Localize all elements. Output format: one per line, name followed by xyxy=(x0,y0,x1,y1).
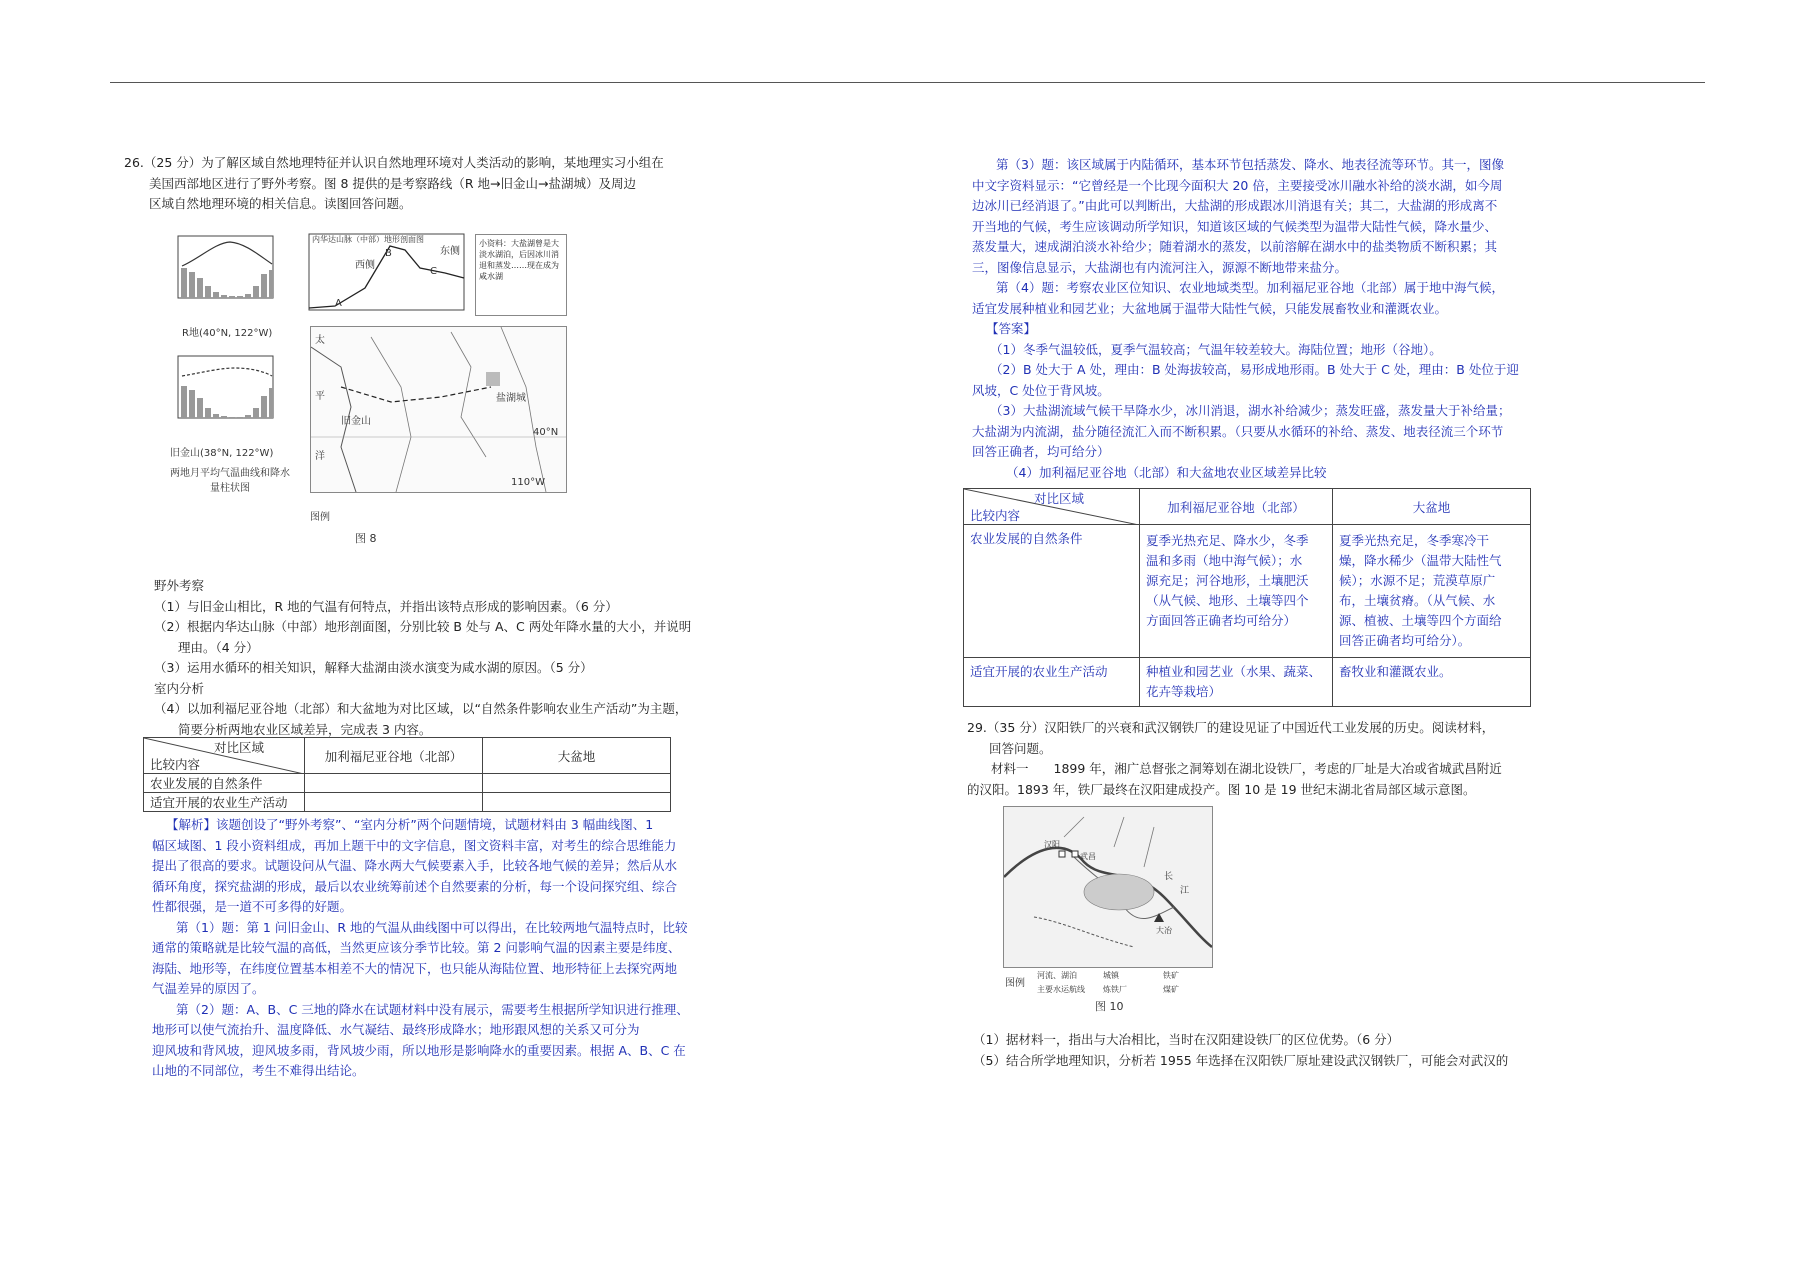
analysis-line: 山地的不同部位，考生不难得出结论。 xyxy=(152,1063,365,1078)
figure-8 xyxy=(160,228,570,558)
q29-line: 29.（35 分）汉阳铁厂的兴衰和武汉钢铁厂的建设见证了中国近代工业发展的历史。阅读材料， xyxy=(967,720,1495,735)
map-label-sf: 旧金山 xyxy=(341,416,371,427)
analysis-line: 迎风坡和背风坡，迎风坡多雨，背风坡少雨，所以地形是影响降水的重要因素。根据 A、B、C 在 xyxy=(152,1042,686,1058)
analysis-line: 通常的策略就是比较气温的高低，当然更应该分季节比较。第 2 问影响气温的因素主要是纬度、 xyxy=(152,940,681,955)
fig10-legend-4: 主要水运航线 xyxy=(1037,985,1085,994)
answer-table-row1: 农业发展的自然条件 xyxy=(964,525,1140,658)
analysis-line: 地形可以使气流抬升、温度降低、水气凝结、最终形成降水；地形跟风想的关系又可分为 xyxy=(152,1022,640,1037)
q29-line: 的汉阳。1893 年，铁厂最终在汉阳建成投产。图 10 是 19 世纪末湖北省局部区域示意图。 xyxy=(967,781,1476,797)
analysis-line: 三，图像信息显示，大盐湖也有内流河注入，源源不断地带来盐分。 xyxy=(972,259,1348,275)
climate-bottom-caption: 旧金山(38°N, 122°W) xyxy=(170,448,274,459)
analysis-line: 第（2）题：A、B、C 三地的降水在试题材料中没有展示，需要考生根据所学知识进行推理、 xyxy=(176,1001,689,1017)
q29-5: （5）结合所学地理知识，分析若 1955 年选择在汉阳铁厂原址建设武汉钢铁厂，可能会对武汉的 xyxy=(973,1052,1509,1068)
field-title: 野外考察 xyxy=(154,578,205,593)
map-daye: 大冶 xyxy=(1156,926,1172,935)
answer-table-header-top: 对比区域 xyxy=(1034,491,1085,506)
top-rule xyxy=(110,82,1705,83)
question-29-parts xyxy=(973,1030,1508,1071)
table-row2: 适宜开展的农业生产活动 xyxy=(144,793,305,812)
question-3: （3）运用水循环的相关知识，解释大盐湖由淡水演变为咸水湖的原因。（5 分） xyxy=(154,660,593,675)
table-header-top: 对比区域 xyxy=(213,740,264,755)
analysis-line: 性都很强，是一道不可多得的好题。 xyxy=(152,899,353,914)
cell-line: 燥，降水稀少（温带大陆性气 xyxy=(1339,553,1502,568)
cell-line: 源、植被、土壤等四个方面给 xyxy=(1339,613,1502,628)
question-2b: 理由。（4 分） xyxy=(178,639,259,655)
fig10-legend-3: 铁矿 xyxy=(1163,971,1179,980)
info-box xyxy=(475,234,567,316)
profile-east: 东侧 xyxy=(440,246,460,257)
intro-line: 美国西部地区进行了野外考察。图 8 提供的是考察路线（R 地→旧金山→盐湖城）及周边 xyxy=(149,175,637,191)
answer-line: 大盐湖为内流湖，盐分随径流汇入而不断积累。（只要从水循环的补给、蒸发、地表径流三个环节 xyxy=(972,423,1504,439)
fig10-legend-5: 炼铁厂 xyxy=(1103,985,1127,994)
map-label-pacific3: 洋 xyxy=(315,451,325,462)
question-4a: （4）以加利福尼亚谷地（北部）和大盆地为对比区域，以“自然条件影响农业生产活动”为主题， xyxy=(154,701,688,716)
climate-chart-r xyxy=(160,228,290,323)
analysis-line: 第（4）题：考察农业区位知识、农业地域类型。加利福尼亚谷地（北部）属于地中海气候， xyxy=(996,280,1504,295)
intro-line: 26.（25 分）为了解区域自然地理特征并认识自然地理环境对人类活动的影响，某地理实习小组在 xyxy=(124,155,664,170)
answer-line: 风坡，C 处位于背风坡。 xyxy=(972,382,1110,398)
table-row1: 农业发展的自然条件 xyxy=(144,774,305,793)
fig10-legend: 图例 xyxy=(1005,978,1025,989)
fig10-caption: 图 10 xyxy=(1095,1000,1124,1013)
map-label-pacific2: 平 xyxy=(315,391,325,402)
cell-line: 夏季光热充足、降水少，冬季 xyxy=(1146,533,1309,548)
figure-8-legend: 图例 xyxy=(310,512,330,523)
climate-chart-sf xyxy=(160,348,290,443)
figure-10 xyxy=(1003,806,1213,1013)
hubei-map xyxy=(1003,806,1213,968)
analysis-line: 适宜发展种植业和园艺业；大盆地属于温带大陆性气候，只能发展畜牧业和灌溉农业。 xyxy=(972,300,1448,316)
map-label-40n: 40°N xyxy=(533,427,559,438)
answer-line: （3）大盐湖流域气候干旱降水少，冰川消退，湖水补给减少；蒸发旺盛，蒸发量大于补给量； xyxy=(990,403,1511,418)
cell-line: 畜牧业和灌溉农业。 xyxy=(1339,664,1452,679)
analysis-line: 中文字资料显示：“它曾经是一个比现今面积大 20 倍，主要接受冰川融水补给的淡水湖，如今周 xyxy=(972,177,1503,193)
profile-west: 西侧 xyxy=(355,260,375,271)
figure-8-caption: 图 8 xyxy=(355,532,377,545)
profile-b: B xyxy=(385,248,392,259)
table-header-bottom: 比较内容 xyxy=(150,757,201,772)
climate-top-caption: R地(40°N, 122°W) xyxy=(182,328,273,339)
indoor-title: 室内分析 xyxy=(154,680,205,696)
answer-line: （1）冬季气温较低，夏季气温较高；气温年较差较大。海陆位置；地形（谷地）。 xyxy=(990,341,1442,357)
answer-line: 回答正确者，均可给分） xyxy=(972,444,1110,459)
analysis-line: 蒸发量大，速成湖泊淡水补给少；随着湖水的蒸发，以前溶解在湖水中的盐类物质不断积累；其 xyxy=(972,239,1498,254)
intro-line: 区域自然地理环境的相关信息。读图回答问题。 xyxy=(149,196,412,211)
answer-title: 【答案】 xyxy=(986,321,1037,336)
analysis-line: 【解析】该题创设了“野外考察”、“室内分析”两个问题情境，试题材料由 3 幅曲线图、1 xyxy=(166,817,654,832)
analysis-left xyxy=(152,815,689,1082)
answer-table-col2: 大盆地 xyxy=(1333,489,1531,525)
cell-line: 方面回答正确者均可给分） xyxy=(1146,613,1297,628)
question-1: （1）与旧金山相比，R 地的气温有何特点，并指出该特点形成的影响因素。（6 分） xyxy=(154,598,618,614)
profile-title: 内华达山脉（中部）地形剖面图 xyxy=(312,235,424,244)
climate-note: 两地月平均气温曲线和降水量柱状图 xyxy=(170,468,290,494)
cell-line: 候）；水源不足；荒漠草原广 xyxy=(1339,573,1496,588)
analysis-line: 循环角度，探究盐湖的形成，最后以农业统筹前述个自然要素的分析，每一个设问探究组、综合 xyxy=(152,878,678,894)
q29-line: 回答问题。 xyxy=(989,740,1052,756)
analysis-line: 第（1）题：第 1 问旧金山、R 地的气温从曲线图中可以得出，在比较两地气温特点时，比较 xyxy=(176,919,688,935)
question-2a: （2）根据内华达山脉（中部）地形剖面图，分别比较 B 处与 A、C 两处年降水量的大小，并说明 xyxy=(154,619,692,634)
map-wuchang: 武昌 xyxy=(1080,852,1096,861)
fig10-legend-2: 城镇 xyxy=(1103,971,1119,980)
table-col2: 大盆地 xyxy=(483,738,671,774)
field-questions xyxy=(132,576,691,740)
table-3-blank xyxy=(143,737,671,812)
cell-line: （从气候、地形、土壤等四个 xyxy=(1146,593,1309,608)
cell-line: 温和多雨（地中海气候）；水 xyxy=(1146,553,1303,568)
analysis-line: 开当地的气候，考生应该调动所学知识，知道该区域的气候类型为温带大陆性气候，降水量少、 xyxy=(972,218,1498,234)
map-label-saltlake: 盐湖城 xyxy=(496,393,526,404)
analysis-line: 第（3）题：该区域属于内陆循环，基本环节包括蒸发、降水、地表径流等环节。其一，图像 xyxy=(996,157,1504,172)
table-3-answer xyxy=(963,488,1531,707)
analysis-line: 提出了很高的要求。试题设问从气温、降水两大气候要素入手，比较各地气候的差异；然后从水 xyxy=(152,858,678,873)
question-26-intro xyxy=(124,153,664,215)
answer-line: （2）B 处大于 A 处，理由：B 处海拔较高，易形成地形雨。B 处大于 C 处，理由：B 处位于迎 xyxy=(990,362,1519,377)
cell-line: 回答正确者均可给分）。 xyxy=(1339,633,1471,648)
cell-line: 夏季光热充足，冬季寒冷干 xyxy=(1339,533,1490,548)
q29-line: 材料一 1899 年，湘广总督张之洞筹划在湖北设铁厂，考虑的厂址是大冶或省城武昌附近 xyxy=(991,761,1502,776)
analysis-line: 气温差异的原因了。 xyxy=(152,981,265,996)
analysis-line: 海陆、地形等，在纬度位置基本相差不大的情况下，也只能从海陆位置、地形特征上去探究两地 xyxy=(152,960,678,976)
cell-line: 源充足；河谷地形，土壤肥沃 xyxy=(1146,573,1309,588)
q29-1: （1）据材料一，指出与大冶相比，当时在汉阳建设铁厂的区位优势。（6 分） xyxy=(973,1032,1400,1047)
cell-line: 花卉等栽培） xyxy=(1146,684,1222,699)
region-map xyxy=(310,326,567,493)
analysis-right xyxy=(972,155,1519,483)
profile-c: C xyxy=(430,266,437,277)
question-4b: 简要分析两地农业区域差异，完成表 3 内容。 xyxy=(178,721,432,737)
map-jiang: 江 xyxy=(1180,886,1190,896)
cell-line: 种植业和园艺业（水果、蔬菜、 xyxy=(1146,664,1322,679)
analysis-line: 幅区域图、1 段小资料组成，再加上题干中的文字信息，图文资料丰富，对考生的综合思维能力 xyxy=(152,837,677,853)
profile-a: A xyxy=(335,298,342,309)
map-label-pacific: 太 xyxy=(315,335,325,346)
answer-table-row2: 适宜开展的农业生产活动 xyxy=(964,658,1140,707)
answer-table-header-bottom: 比较内容 xyxy=(970,508,1021,523)
question-29 xyxy=(967,718,1502,800)
info-box-text: 小资料：大盐湖曾是大淡水湖泊，后因冰川消退和蒸发……现在成为咸水湖 xyxy=(479,239,559,281)
answer-line: （4）加利福尼亚谷地（北部）和大盆地农业区域差异比较 xyxy=(1006,464,1327,480)
analysis-line: 边冰川已经消退了。”由此可以判断出，大盐湖的形成跟冰川消退有关；其二，大盐湖的形成离不 xyxy=(972,198,1498,213)
map-hanyang: 汉阳 xyxy=(1044,840,1060,849)
fig10-legend-1: 河流、湖泊 xyxy=(1037,971,1077,980)
fig10-legend-6: 煤矿 xyxy=(1163,985,1179,994)
cell-line: 布，土壤贫瘠。（从气候、水 xyxy=(1339,593,1496,608)
table-col1: 加利福尼亚谷地（北部） xyxy=(305,738,483,774)
answer-table-col1: 加利福尼亚谷地（北部） xyxy=(1140,489,1333,525)
map-chang: 长 xyxy=(1164,872,1174,882)
map-label-110w: 110°W xyxy=(511,477,545,488)
